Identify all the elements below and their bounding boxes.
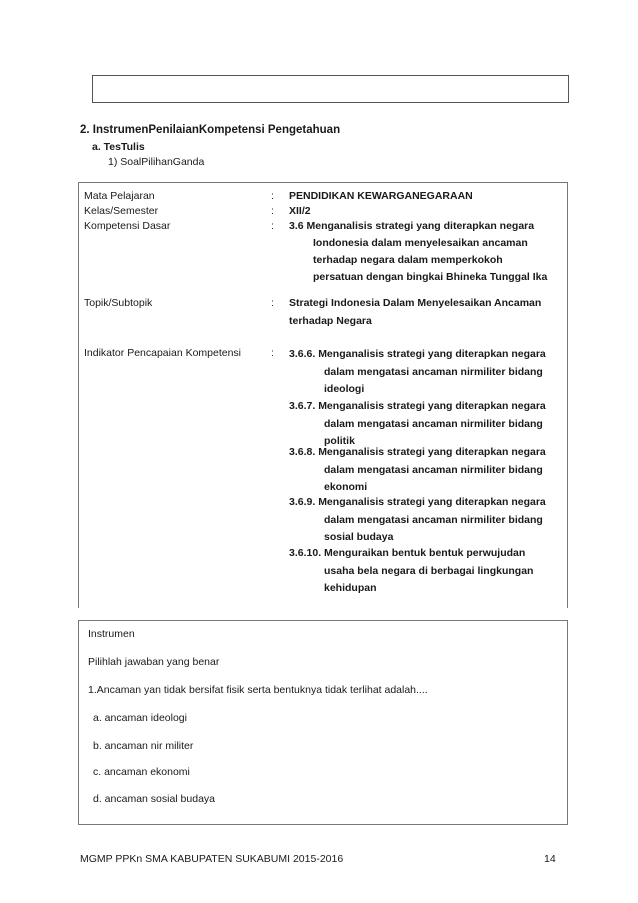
indikator-label: Indikator Pencapaian Kompetensi <box>84 347 242 359</box>
kd-value-line-1: 3.6 Menganalisis strategi yang diterapkan negara <box>289 220 535 232</box>
kd-value-line-2: Iondonesia dalam menyelesaikan ancaman <box>313 237 528 249</box>
page-number: 14 <box>544 853 556 865</box>
footer-text: MGMP PPKn SMA KABUPATEN SUKABUMI 2015-2016 <box>80 853 344 865</box>
section-title-text: InstrumenPenilaianKompetensi Pengetahuan <box>92 124 341 136</box>
topik-value-line-2: terhadap Negara <box>289 315 372 327</box>
mapel-value: PENDIDIKAN KEWARGANEGARAAN <box>289 190 473 202</box>
instrumen-title: Instrumen <box>88 628 135 640</box>
colon: : <box>271 205 274 217</box>
colon: : <box>271 347 274 359</box>
kd-value-line-4: persatuan dengan bingkai Bhineka Tunggal Ika <box>313 271 548 283</box>
option-d: d. ancaman sosial budaya <box>93 793 215 805</box>
colon: : <box>271 297 274 309</box>
kd-label: Kompetensi Dasar <box>84 220 171 232</box>
kelas-value: XII/2 <box>289 205 311 217</box>
mapel-label: Mata Pelajaran <box>84 190 155 202</box>
indicator-line: dalam mengatasi ancaman nirmiliter bidang <box>324 417 543 430</box>
indicator-line: kehidupan <box>324 582 377 594</box>
indicator-line: ekonomi <box>324 481 368 493</box>
option-a: a. ancaman ideologi <box>93 712 187 724</box>
indicator-line: 3.6.7. Menganalisis strategi yang diterapkan negara <box>289 400 546 412</box>
indicator-item <box>289 545 533 598</box>
indicator-item <box>289 494 546 547</box>
indicator-line: dalam mengatasi ancaman nirmiliter bidang <box>324 463 543 476</box>
option-c: c. ancaman ekonomi <box>93 766 190 778</box>
indicator-line: 3.6.6. Menganalisis strategi yang diterapkan negara <box>289 348 546 360</box>
indicator-line: politik <box>324 435 355 447</box>
indicator-line: sosial budaya <box>324 531 394 543</box>
section-title <box>80 124 340 136</box>
section-number: 2. <box>80 124 90 136</box>
instruction-text: Pilihlah jawaban yang benar <box>88 656 220 668</box>
indicator-line: dalam mengatasi ancaman nirmiliter bidang <box>324 365 543 378</box>
indicator-line: usaha bela negara di berbagai lingkungan <box>324 564 534 577</box>
question-text: 1.Ancaman yan tidak bersifat fisik serta bentuknya tidak terlihat adalah.... <box>88 684 428 696</box>
subsection-1: 1) SoalPilihanGanda <box>108 156 205 168</box>
indicator-item <box>289 444 546 497</box>
topik-label: Topik/Subtopik <box>84 297 153 309</box>
indicator-item <box>289 346 546 399</box>
kelas-label: Kelas/Semester <box>84 205 159 217</box>
subsection-a: a. TesTulis <box>92 141 145 153</box>
indicator-line: 3.6.10. Menguraikan bentuk bentuk perwujudan <box>289 547 526 559</box>
topik-value-line-1: Strategi Indonesia Dalam Menyelesaikan Ancaman <box>289 297 542 309</box>
colon: : <box>271 220 274 232</box>
indicator-line: 3.6.8. Menganalisis strategi yang diterapkan negara <box>289 446 546 458</box>
colon: : <box>271 190 274 202</box>
indicator-item <box>289 398 546 451</box>
empty-box <box>92 75 569 103</box>
option-b: b. ancaman nir militer <box>93 740 194 752</box>
indicator-line: ideologi <box>324 383 365 395</box>
indicator-line: 3.6.9. Menganalisis strategi yang diterapkan negara <box>289 496 546 508</box>
indicator-line: dalam mengatasi ancaman nirmiliter bidang <box>324 513 543 526</box>
kd-value-line-3: terhadap negara dalam memperkokoh <box>313 254 503 266</box>
